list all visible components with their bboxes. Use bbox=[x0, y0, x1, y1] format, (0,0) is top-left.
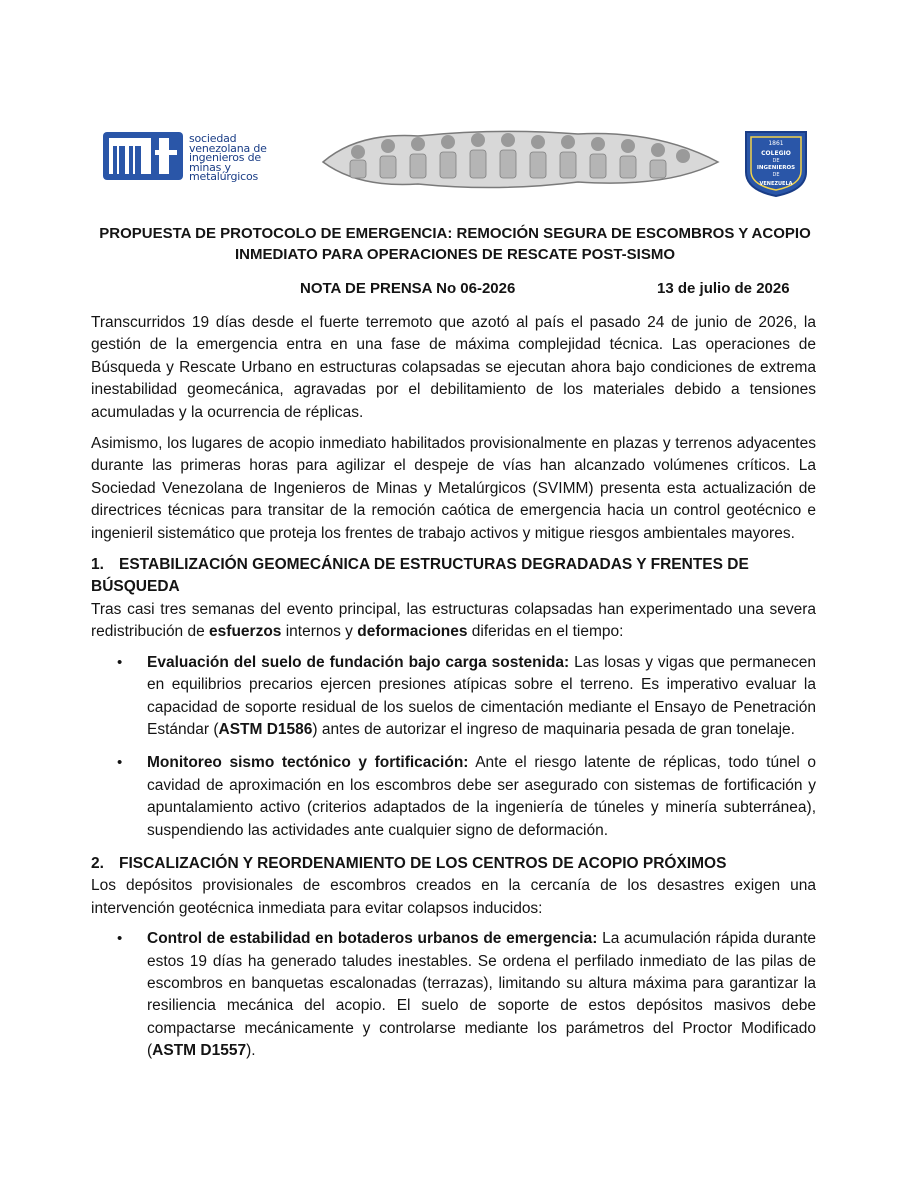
section-intro: Tras casi tres semanas del evento principal, las estructuras colapsadas han experimentado una severa redistribución de esfuerzos internos y deformaciones diferidas en el tiempo: bbox=[91, 600, 816, 641]
list-item: • Control de estabilidad en botaderos urbanos de emergencia: La acumulación rápida durante estos 19 días ha generado taludes inestables. Se ordena el perfilado inmediato de las pilas de escombros en banquetas escalonadas (terrazas), limitando su altura máxima para garantizar la resiliencia mecánica del acopio. El suelo de soporte de estos depósitos masivos debe compactarse mecánicamente y controlarse mediante los parámetros del Proctor Modificado (ASTM D1557). bbox=[117, 930, 816, 1060]
colegio-word-3: INGENIEROS bbox=[756, 165, 796, 171]
section-heading bbox=[91, 853, 816, 875]
bullet-icon: • bbox=[117, 653, 123, 671]
bullet-list bbox=[91, 928, 816, 1062]
svimm-mark-icon bbox=[103, 128, 183, 184]
bullet-icon: • bbox=[117, 754, 123, 772]
section-title: ESTABILIZACIÓN GEOMECÁNICA DE ESTRUCTURAS DEGRADADAS Y FRENTES DE BÚSQUEDA bbox=[91, 556, 749, 596]
colegio-word-1: COLEGIO bbox=[761, 150, 791, 157]
bullet-icon: • bbox=[117, 930, 123, 948]
letterhead bbox=[0, 118, 909, 198]
press-release-number: NOTA DE PRENSA No 06-2026 bbox=[300, 280, 516, 297]
title-line-2: INMEDIATO PARA OPERACIONES DE RESCATE POST-SISMO bbox=[234, 246, 676, 263]
list-item: • Evaluación del suelo de fundación bajo carga sostenida: Las losas y vigas que permanecen en equilibrios precarios ejercen presiones atípicas sobre el terreno. Es imperativo evaluar la capacidad de soporte residual de los suelos de cimentación mediante el Ensayo de Penetración Estándar (ASTM D1586) antes de autorizar el ingreso de maquinaria pesada de gran tonelaje. bbox=[117, 653, 816, 738]
section-title: FISCALIZACIÓN Y REORDENAMIENTO DE LOS CENTROS DE ACOPIO PRÓXIMOS bbox=[119, 854, 727, 872]
workers-banner-image bbox=[318, 122, 728, 194]
press-release-date: 13 de julio de 2026 bbox=[657, 280, 790, 297]
bullet-list bbox=[91, 652, 816, 842]
list-item: • Monitoreo sismo tectónico y fortificación: Ante el riesgo latente de réplicas, todo túnel o cavidad de aproximación en los escombros debe ser asegurado con sistemas de fortificación y apuntalamiento activo (criterios adaptados de la ingeniería de túneles y minería subterránea), suspendiendo las actividades ante cualquier signo de deformación. bbox=[117, 754, 816, 839]
svimm-logo bbox=[103, 128, 293, 184]
document-body bbox=[91, 312, 816, 1074]
section-heading bbox=[91, 554, 816, 599]
svimm-logo-text: sociedad venezolana de ingenieros de minas y metalúrgicos bbox=[189, 132, 267, 183]
paragraph: Asimismo, los lugares de acopio inmediato habilitados provisionalmente en plazas y terrenos adyacentes durante las primeras horas para agilizar el despeje de vías han alcanzado volúmenes críticos. La Sociedad Venezolana de Ingenieros de Minas y Metalúrgicos (SVIMM) presenta esta actualización de directrices técnicas para transitar de la remoción caótica de emergencia hacia un control geotécnico e ingenieril sistemático que proteja los frentes de trabajo activos y mitigue riesgos ambientales mayores. bbox=[91, 435, 816, 542]
paragraph: Transcurridos 19 días desde el fuerte terremoto que azotó al país el pasado 24 de junio de 2026, la gestión de la emergencia entra en una fase de máxima complejidad técnica. Las operaciones de Búsqueda y Rescate Urbano en estructuras colapsadas se ejecutan ahora bajo condiciones de extrema inestabilidad geomecánica, agravadas por el debilitamiento de los materiales debido a tensiones acumuladas y la ocurrencia de réplicas. bbox=[91, 314, 816, 421]
colegio-ingenieros-logo bbox=[742, 128, 810, 198]
colegio-year: 1861 bbox=[768, 140, 784, 147]
section-number: 1. bbox=[91, 556, 104, 574]
section-number: 2. bbox=[91, 854, 104, 872]
colegio-word-2: DE bbox=[772, 158, 780, 164]
colegio-word-4: DE bbox=[772, 172, 780, 178]
section-intro: Los depósitos provisionales de escombros creados en la cercanía de los desastres exigen una intervención geotécnica inmediata para evitar colapsos inducidos: bbox=[91, 877, 816, 917]
title-line-1: PROPUESTA DE PROTOCOLO DE EMERGENCIA: REMOCIÓN SEGURA DE ESCOMBROS Y ACOPIO bbox=[99, 225, 811, 242]
colegio-word-5: VENEZUELA bbox=[759, 181, 793, 187]
document-title bbox=[60, 223, 850, 265]
